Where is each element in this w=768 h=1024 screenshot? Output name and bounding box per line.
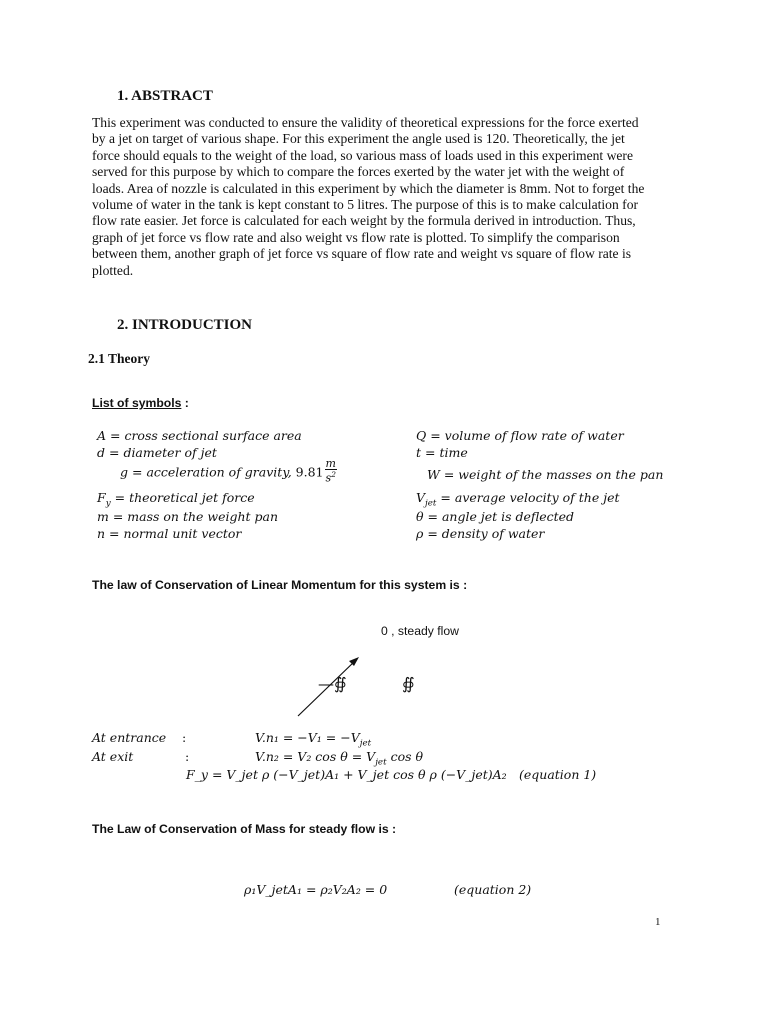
symbol-jet-force: $F_y$ = theoretical jet force: [97, 490, 255, 509]
symbol-time: t = time: [416, 445, 468, 460]
symbol-flow-rate: Q = volume of flow rate of water: [416, 428, 624, 443]
abstract-line: flow rate easier. Jet force is calculated for each weight by the formula derived in introduction. Thus,: [92, 213, 636, 229]
steady-flow-note: 0 , steady flow: [381, 624, 459, 638]
equation-1-label: (equation 1): [519, 767, 597, 782]
abstract-line: between them, another graph of jet force vs square of flow rate and weight vs square of flow rate is: [92, 246, 632, 262]
symbol-gravity: g = acceleration of gravity, 9.81 $\frac{m}{s^2}$: [120, 457, 337, 485]
introduction-heading: 2. INTRODUCTION: [117, 317, 253, 333]
symbols-title-colon: :: [181, 396, 189, 410]
abstract-line: plotted.: [92, 262, 134, 278]
theory-heading: 2.1 Theory: [88, 351, 151, 366]
symbol-density: ρ = density of water: [416, 526, 545, 541]
momentum-intro: The law of Conservation of Linear Momentum for this system is :: [92, 578, 468, 592]
symbols-title-text: List of symbols: [92, 396, 182, 410]
abstract-line: graph of jet force vs flow rate and also weight vs flow rate is plotted. To simplify the comparison: [92, 229, 620, 245]
entrance-label: At entrance: [92, 730, 167, 745]
equation-2-label: (equation 2): [454, 882, 532, 897]
abstract-line: loads. Area of nozzle is calculated in this experiment by which the diameter is 8mm. Not to forget the: [92, 180, 645, 196]
symbol-mass: m = mass on the weight pan: [97, 509, 279, 524]
mass-intro: The Law of Conservation of Mass for steady flow is :: [92, 822, 397, 836]
exit-colon: :: [185, 749, 190, 764]
exit-equation: V.n₂ = V₂ $\cos \theta = V_{jet}$ cos θ: [255, 749, 424, 768]
symbol-angle: θ = angle jet is deflected: [416, 509, 575, 524]
abstract-heading: 1. ABSTRACT: [117, 88, 213, 104]
abstract-paragraph: [92, 115, 682, 279]
symbol-diameter: d = diameter of jet: [97, 445, 217, 460]
abstract-line: volume of water in the tank is kept constant to 5 litres. The purpose of this is to make calculation for: [92, 197, 639, 213]
exit-label: At exit: [92, 749, 134, 764]
abstract-line: This experiment was conducted to ensure the validity of theoretical expressions for the force exerted: [92, 115, 639, 130]
mass-conservation-equation: ρ₁V_jetA₁ = ρ₂V₂A₂ = 0: [244, 882, 388, 897]
entrance-equation: $V.n_1 = -V_1 = -V_{jet}$: [255, 730, 372, 749]
symbol-weight: W = weight of the masses on the pan: [427, 467, 664, 482]
gravity-unit-fraction: $\frac{m}{s^2}$: [325, 457, 337, 485]
page-number: 1: [655, 916, 661, 928]
symbol-velocity: $V_{jet}$ = average velocity of the jet: [416, 490, 620, 509]
abstract-line: served for this purpose by which to compare the forces exerted by the water jet with the weight of: [92, 164, 625, 180]
symbols-title: [92, 396, 189, 410]
symbol-normal: n = normal unit vector: [97, 526, 242, 541]
symbol-area: A = cross sectional surface area: [97, 428, 302, 443]
jet-force-equation: F_y = V_jet ρ (−V_jet)A₁ + V_jet cos θ ρ (−V_jet)A₂: [186, 767, 507, 782]
surface-integral-lhs: —∯: [318, 674, 347, 693]
abstract-line: force should equals to the weight of the load, so various mass of loads used in this experiment were: [92, 147, 633, 163]
surface-integral-rhs: ∯: [402, 674, 415, 693]
entrance-colon: :: [182, 730, 187, 745]
abstract-line: by a jet on target of various shape. For this experiment the angle used is 120. Theoretically, the jet: [92, 131, 625, 147]
